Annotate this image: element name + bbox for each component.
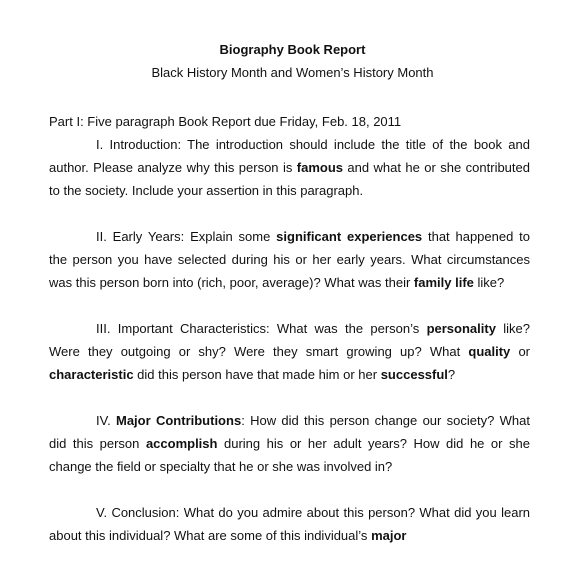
conclusion-text-1: V. Conclusion: What do you admire about this person? What did you learn about this individual? What are some of this individual’s xyxy=(49,505,530,543)
char-bold-successful: successful xyxy=(380,367,448,382)
conclusion-bold-major: major xyxy=(371,528,407,543)
paragraph-major-contributions xyxy=(49,409,530,478)
part-heading: Part I: Five paragraph Book Report due Friday, Feb. 18, 2011 xyxy=(49,114,402,129)
contrib-text-1: IV. xyxy=(96,413,116,428)
paragraph-introduction xyxy=(49,133,530,202)
early-text-1: II. Early Years: Explain some xyxy=(96,229,277,244)
paragraph-early-years xyxy=(49,225,530,294)
early-bold-significant-experiences: significant experiences xyxy=(276,229,423,244)
early-bold-family-life: family life xyxy=(413,275,474,290)
paragraph-conclusion xyxy=(49,501,530,547)
intro-bold-famous: famous xyxy=(296,160,343,175)
document-subtitle: Black History Month and Women’s History Month xyxy=(151,65,434,80)
char-text-4: did this person have that made him or her xyxy=(133,367,381,382)
char-text-2: like? Were they outgoing or shy? Were they smart growing up? What xyxy=(49,321,530,359)
contrib-bold-accomplish: accomplish xyxy=(145,436,218,451)
document-body xyxy=(49,110,530,570)
document-title: Biography Book Report xyxy=(219,42,366,57)
char-text-1: III. Important Characteristics: What was the person’s xyxy=(96,321,427,336)
contrib-bold-major-contributions: Major Contributions xyxy=(116,413,242,428)
early-text-2: that happened to the person you have selected during his or her early years. What circumstances was this person born into (rich, poor, average)? What was their xyxy=(49,229,530,290)
char-text-5: ? xyxy=(447,367,456,382)
intro-text-1: I. Introduction: The introduction should include the title of the book and author. Please analyze why this person is xyxy=(49,137,530,175)
char-text-3: or xyxy=(510,344,531,359)
char-bold-characteristic: characteristic xyxy=(49,367,134,382)
char-bold-quality: quality xyxy=(468,344,511,359)
contrib-text-2: : How did this person change our society? What did this person xyxy=(49,413,530,451)
contrib-text-3: during his or her adult years? How did he or she change the field or specialty that he or she was involved in? xyxy=(49,436,530,474)
early-text-3: like? xyxy=(473,275,505,290)
char-bold-personality: personality xyxy=(426,321,496,336)
intro-text-2: and what he or she contributed to the society. Include your assertion in this paragraph. xyxy=(49,160,530,198)
paragraph-characteristics xyxy=(49,317,530,386)
